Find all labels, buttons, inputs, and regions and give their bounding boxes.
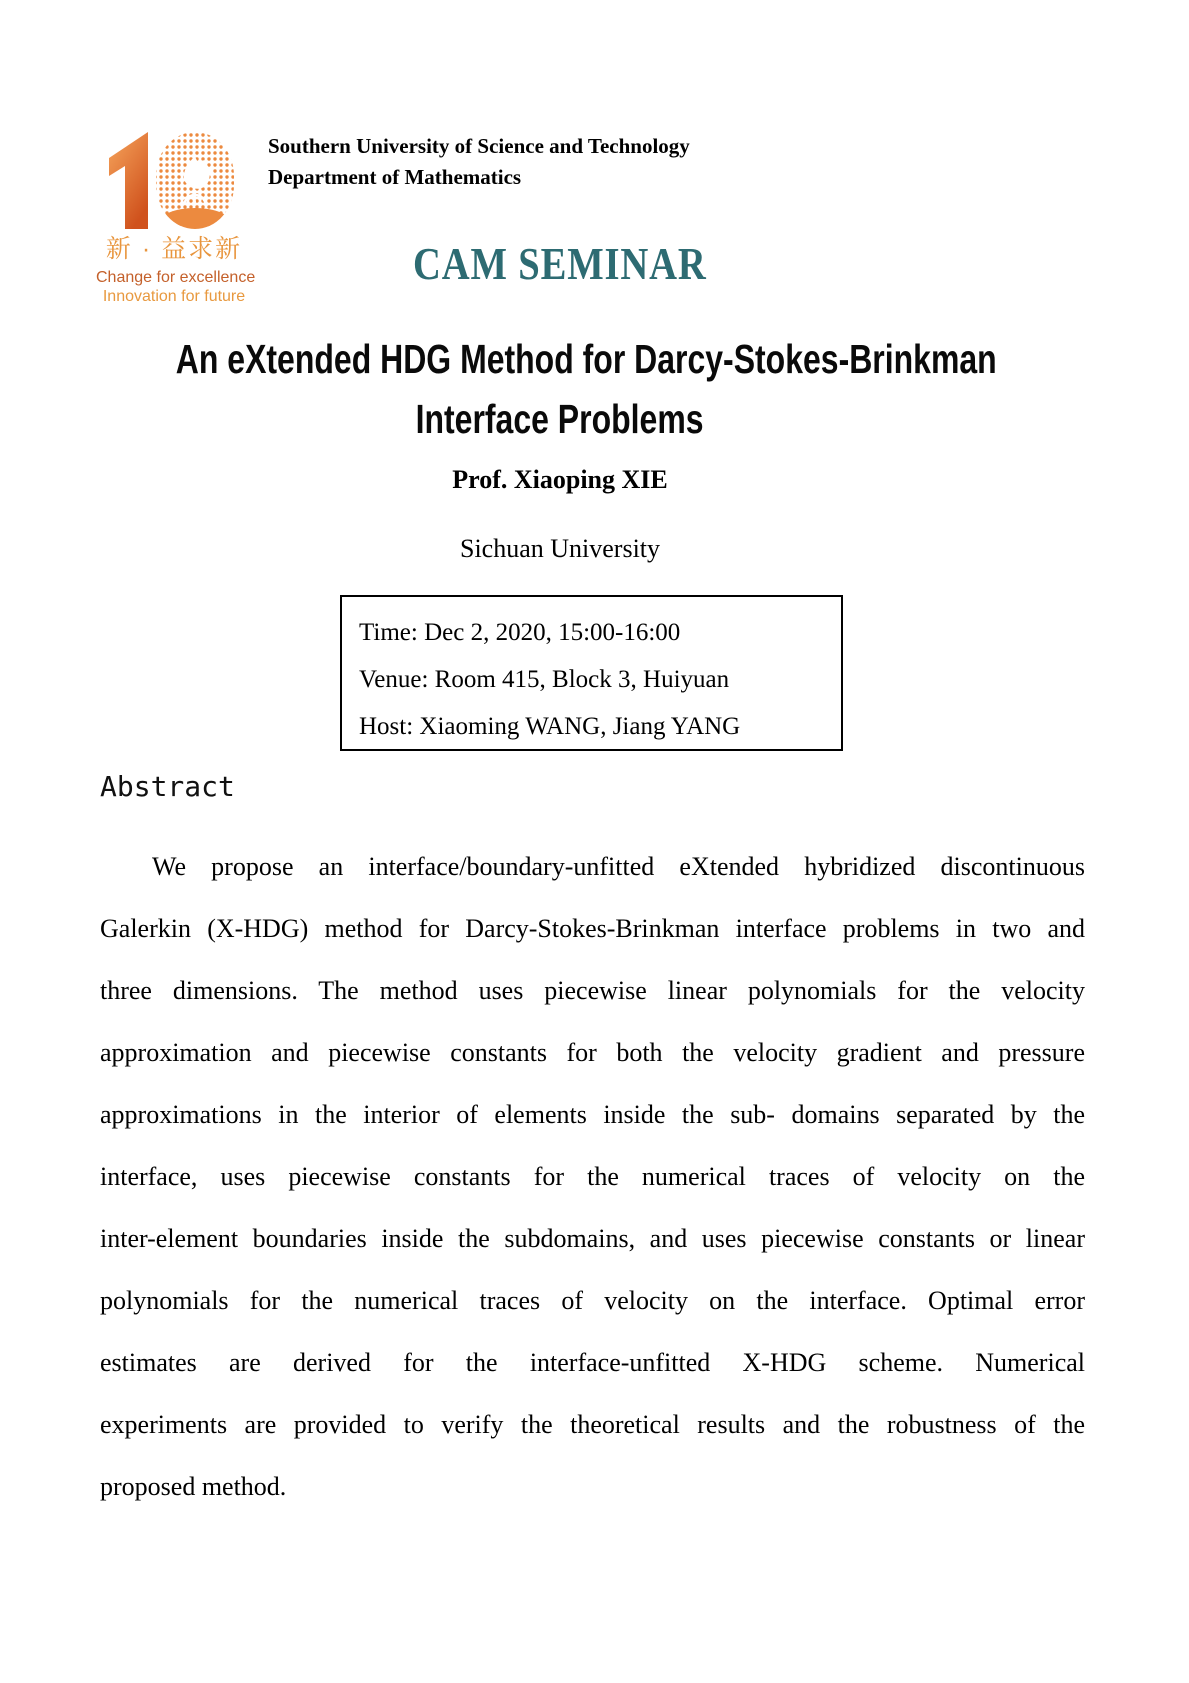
host-row: Host: Xiaoming WANG, Jiang YANG bbox=[359, 713, 741, 740]
abstract-line: approximations in the interior of elements inside the sub- domains separated by the bbox=[100, 1100, 1085, 1129]
abstract-heading: Abstract bbox=[100, 770, 235, 803]
speaker-name: Prof. Xiaoping XIE bbox=[452, 465, 668, 494]
speaker-affiliation: Sichuan University bbox=[459, 534, 661, 563]
abstract-line: experiments are provided to verify the theoretical results and the robustness of the bbox=[100, 1410, 1085, 1439]
abstract-paragraph bbox=[100, 836, 1085, 1518]
logo-motto-line1: Change for excellence bbox=[96, 269, 256, 286]
abstract-line: approximation and piecewise constants for both the velocity gradient and pressure bbox=[100, 1038, 1085, 1067]
venue-row: Venue: Room 415, Block 3, Huiyuan bbox=[359, 666, 730, 693]
abstract-line: inter-element boundaries inside the subdomains, and uses piecewise constants or linear bbox=[100, 1224, 1085, 1253]
logo-motto-line2: Innovation for future bbox=[102, 288, 246, 305]
logo-motto-chinese: 新 · 益求新 bbox=[105, 235, 243, 263]
department-name: Department of Mathematics bbox=[268, 165, 522, 189]
abstract-line: We propose an interface/boundary-unfitted eXtended hybridized discontinuous bbox=[152, 852, 1085, 881]
abstract-line: estimates are derived for the interface-unfitted X-HDG scheme. Numerical bbox=[100, 1348, 1085, 1377]
time-row: Time: Dec 2, 2020, 15:00-16:00 bbox=[359, 619, 681, 646]
institution-header bbox=[268, 131, 690, 193]
event-details-box bbox=[340, 595, 843, 751]
numeral-one-shape bbox=[109, 132, 148, 229]
talk-title-line2: Interface Problems bbox=[416, 396, 704, 442]
university-name: Southern University of Science and Technology bbox=[268, 134, 690, 158]
abstract-line: polynomials for the numerical traces of velocity on the interface. Optimal error bbox=[100, 1286, 1085, 1315]
abstract-line: three dimensions. The method uses piecewise linear polynomials for the velocity bbox=[100, 976, 1085, 1005]
talk-title-line1: An eXtended HDG Method for Darcy-Stokes-Brinkman bbox=[175, 336, 997, 382]
anniversary-10-mark bbox=[98, 120, 250, 232]
talk-title-row2 bbox=[60, 398, 1060, 440]
series-title-row bbox=[60, 238, 1060, 289]
abstract-line: interface, uses piecewise constants for the numerical traces of velocity on the bbox=[100, 1162, 1085, 1191]
talk-title-row1 bbox=[60, 338, 1060, 380]
abstract-line: proposed method. bbox=[100, 1472, 287, 1501]
series-title: CAM SEMINAR bbox=[413, 238, 707, 289]
talk-title bbox=[60, 338, 1060, 440]
abstract-line: Galerkin (X-HDG) method for Darcy-Stokes-Brinkman interface problems in two and bbox=[100, 914, 1085, 943]
